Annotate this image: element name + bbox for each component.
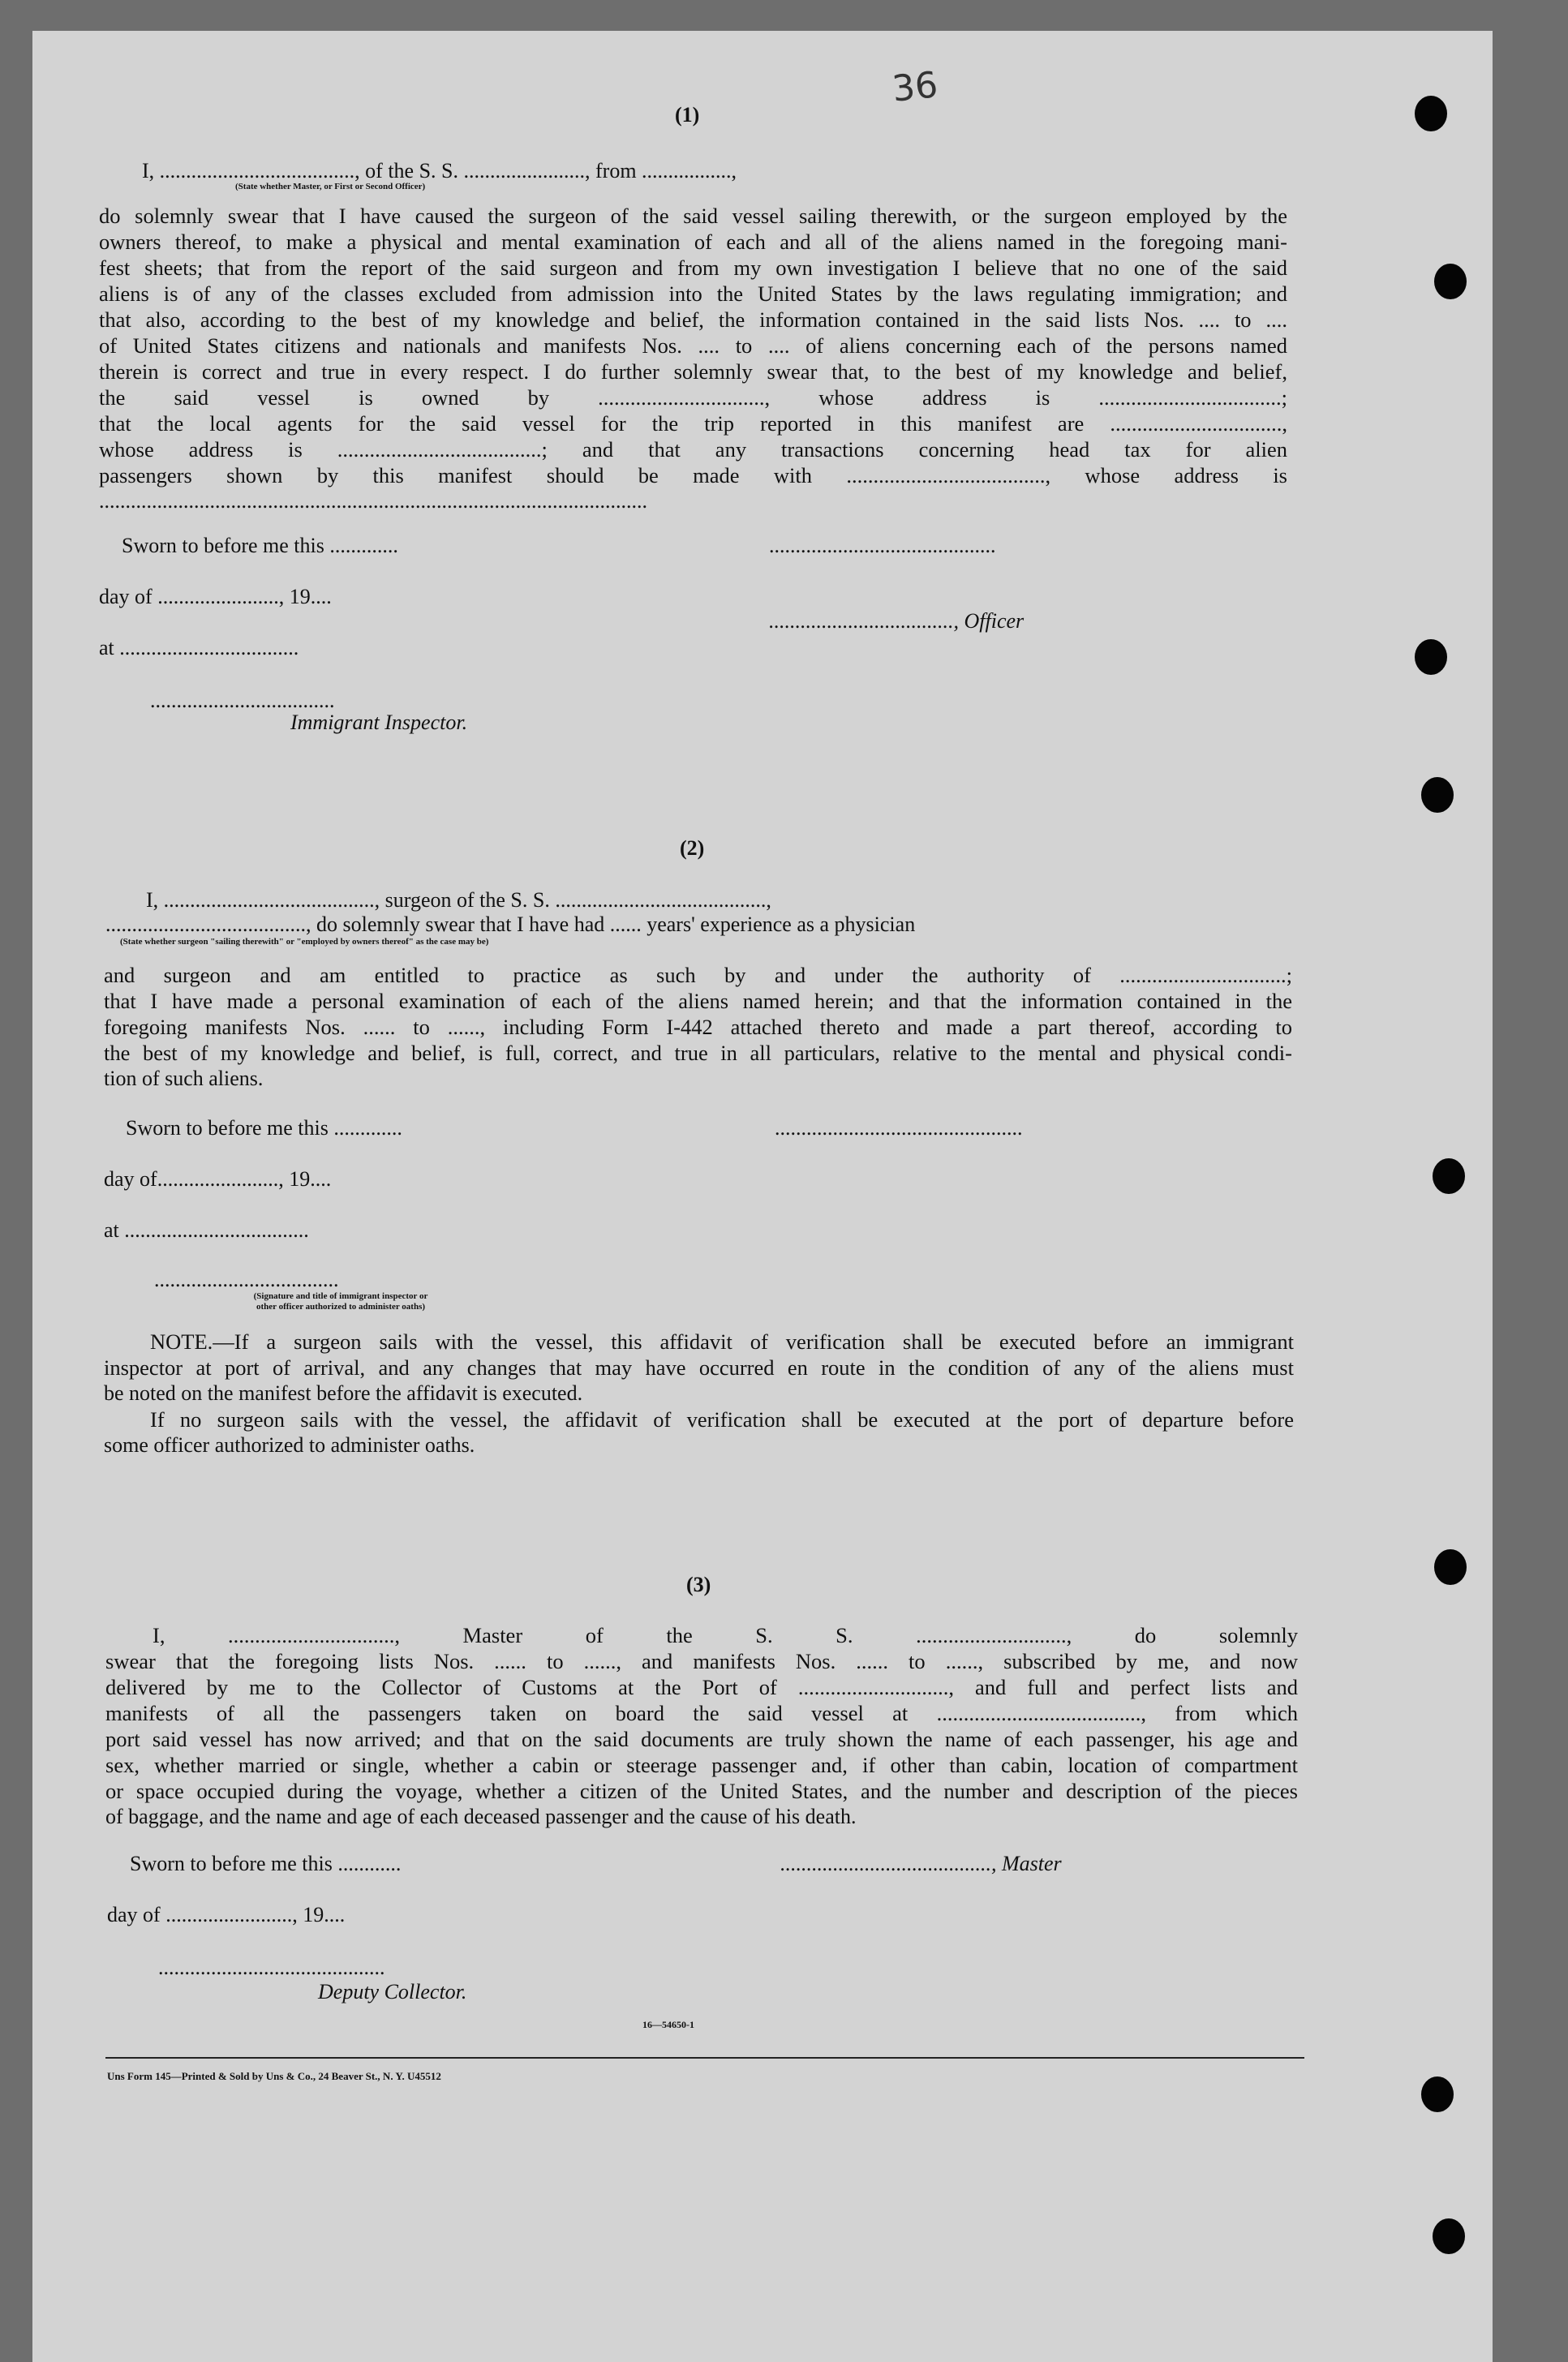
note-line: If no surgeon sails with the vessel, the affidavit of verification shall be executed at the port of departure before <box>150 1407 1294 1432</box>
section-2-line-2: ......................................, do solemnly swear that I have had ...... years' experience as a physician <box>105 913 916 936</box>
section-1-body-line: fest sheets; that from the report of the said surgeon and from my own investigation I believe that no one of the said <box>99 256 1287 280</box>
section-2-sworn: Sworn to before me this ............. <box>126 1116 402 1140</box>
section-1-body-line: owners thereof, to make a physical and mental examination of each and all of the aliens named in the foregoing mani- <box>99 230 1287 254</box>
section-1-body-line: therein is correct and true in every respect. I do further solemnly swear that, to the best of my knowledge and belief, <box>99 359 1287 384</box>
section-3-body-line: swear that the foregoing lists Nos. ...... to ......, and manifests Nos. ...... to ......, subscribed by me, and now <box>105 1649 1298 1673</box>
note-line: inspector at port of arrival, and any changes that may have occurred en route in the condition of any of the aliens must <box>104 1355 1294 1380</box>
section-1-signature-line: ........................................... <box>769 534 996 557</box>
section-2-signature-line: ............................................... <box>775 1116 1023 1140</box>
section-2-number: (2) <box>680 836 705 860</box>
handwritten-page-number: 36 <box>890 64 940 110</box>
section-2-line-1: I, ........................................, surgeon of the S. S. ........................................, <box>146 888 771 912</box>
section-1-body-line: that the local agents for the said vessel for the trip reported in this manifest are ................................, <box>99 411 1287 436</box>
section-3-body-line: port said vessel has now arrived; and that on the said documents are truly shown the name of each passenger, his age and <box>105 1727 1298 1751</box>
section-1-body-line: the said vessel is owned by ..............................., whose address is ..................................; <box>99 385 1287 410</box>
section-3-sworn: Sworn to before me this ............ <box>130 1852 402 1875</box>
section-2-body-line: that I have made a personal examination of each of the aliens named herein; and that the information contained in the <box>104 989 1292 1013</box>
section-1-officer-line: ..................................., Officer <box>769 609 1025 633</box>
section-3-body-line: of baggage, and the name and age of each deceased passenger and the cause of his death. <box>105 1805 857 1828</box>
section-2-surgeon-note: (State whether surgeon "sailing therewith" or "employed by owners thereof" as the case may be) <box>120 937 489 947</box>
section-1-line-1: I, ....................................., of the S. S. ......................., from ................., <box>142 159 737 183</box>
section-1-at: at .................................. <box>99 636 299 659</box>
section-1-inspector-sig-line: ................................... <box>150 689 335 712</box>
section-3-body-line: or space occupied during the voyage, whether a citizen of the United States, and the number and description of the pieces <box>105 1779 1298 1803</box>
binder-hole <box>1415 639 1447 675</box>
section-3-body-line: sex, whether married or single, whether a cabin or steerage passenger and, if other than cabin, location of compartment <box>105 1753 1298 1777</box>
section-3-body-line: manifests of all the passengers taken on board the said vessel at ......................................, from which <box>105 1701 1298 1725</box>
form-code: 16—54650-1 <box>642 2019 694 2030</box>
section-3-master-line: ........................................, Master <box>780 1852 1062 1875</box>
section-1-body-line: ........................................................................................................ <box>99 489 647 513</box>
section-1-body-line: do solemnly swear that I have caused the surgeon of the said vessel sailing therewith, or the surgeon employed by the <box>99 204 1287 228</box>
note-line: be noted on the manifest before the affidavit is executed. <box>104 1381 583 1405</box>
binder-hole <box>1433 1158 1465 1194</box>
section-2-body-line: tion of such aliens. <box>104 1067 264 1090</box>
section-1-officer-note: (State whether Master, or First or Second Officer) <box>235 182 426 191</box>
section-3-day-of: day of ........................, 19.... <box>107 1903 346 1926</box>
section-3-body-line: I, ..............................., Master of the S. S. ............................, do solemnly <box>153 1623 1298 1647</box>
binder-hole <box>1421 777 1454 813</box>
section-2-body-line: the best of my knowledge and belief, is full, correct, and true in all particulars, relative to the mental and physical condi- <box>104 1041 1292 1065</box>
section-1-body-line: passengers shown by this manifest should be made with ....................................., whose address is <box>99 463 1287 487</box>
note-line: NOTE.—If a surgeon sails with the vessel, this affidavit of verification shall be executed before an immigrant <box>150 1329 1294 1354</box>
footer-printer-line: Uns Form 145—Printed & Sold by Uns & Co., 24 Beaver St., N. Y. U45512 <box>107 2070 441 2082</box>
section-1-inspector-title: Immigrant Inspector. <box>290 711 468 734</box>
section-1-number: (1) <box>675 103 700 127</box>
section-1-body-line: of United States citizens and nationals and manifests Nos. .... to .... of aliens concerning each of the persons named <box>99 333 1287 358</box>
section-1-day-of: day of ......................., 19.... <box>99 585 332 608</box>
section-2-inspector-sig-line: ................................... <box>154 1268 339 1291</box>
section-2-day-of: day of......................., 19.... <box>104 1167 332 1191</box>
section-2-at: at ................................... <box>104 1218 309 1242</box>
section-2-sig-note-2: other officer authorized to administer oaths) <box>256 1302 426 1312</box>
section-1-body-line: aliens is of any of the classes excluded from admission into the United States by the laws regulating immigration; and <box>99 281 1287 306</box>
section-3-collector-sig-line: ........................................... <box>158 1956 385 1979</box>
footer-rule <box>105 2057 1304 2059</box>
section-2-body-line: foregoing manifests Nos. ...... to ......, including Form I-442 attached thereto and made a part thereof, according to <box>104 1015 1292 1039</box>
binder-hole <box>1433 2218 1465 2254</box>
binder-hole <box>1434 264 1467 299</box>
section-3-number: (3) <box>686 1573 711 1596</box>
section-2-body-line: and surgeon and am entitled to practice as such by and under the authority of ...............................; <box>104 963 1292 987</box>
binder-hole <box>1434 1549 1467 1585</box>
section-2-sig-note-1: (Signature and title of immigrant inspector or <box>253 1291 428 1301</box>
section-1-body-line: whose address is ......................................; and that any transactions concerning head tax for alien <box>99 437 1287 462</box>
section-3-body-line: delivered by me to the Collector of Customs at the Port of ............................, and full and perfect lists and <box>105 1675 1298 1699</box>
binder-hole <box>1415 96 1447 131</box>
section-1-sworn: Sworn to before me this ............. <box>122 534 398 557</box>
section-3-collector-title: Deputy Collector. <box>318 1980 467 2003</box>
note-line: some officer authorized to administer oaths. <box>104 1433 475 1457</box>
section-1-body-line: that also, according to the best of my knowledge and belief, the information contained in the said lists Nos. .... to .... <box>99 307 1287 332</box>
binder-hole <box>1421 2076 1454 2112</box>
